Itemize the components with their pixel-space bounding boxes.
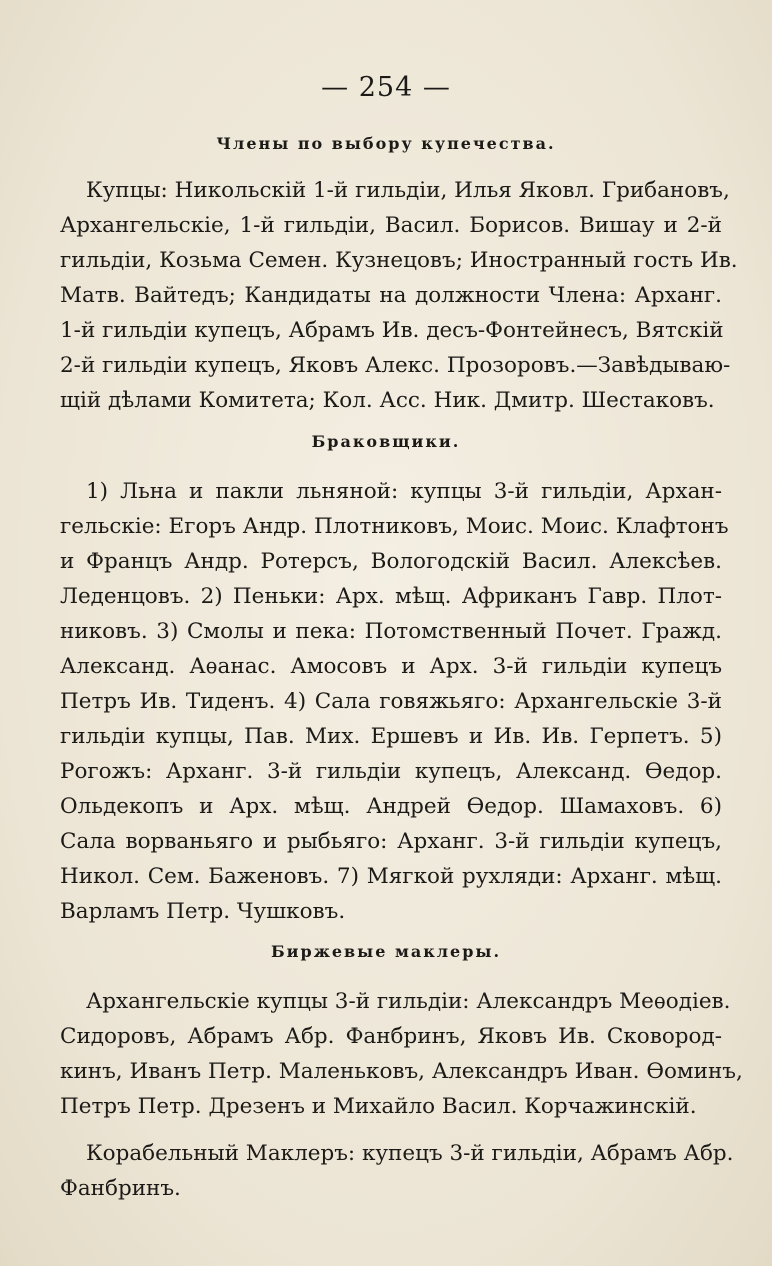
text-line: 1) Льна и пакли льняной: купцы 3-й гильдіи, Архан- — [86, 479, 722, 504]
text-line: Леденцовъ. 2) Пеньки: Арх. мѣщ. Африканъ Гавр. Плот- — [60, 584, 722, 609]
section-heading-brokers: Биржевые маклеры. — [270, 942, 502, 961]
text-line: Ольдекопъ и Арх. мѣщ. Андрей Ѳедор. Шамаховъ. 6) — [60, 794, 722, 819]
text-line: Никол. Сем. Баженовъ. 7) Мягкой рухляди: Арханг. мѣщ. — [60, 864, 722, 889]
page-number: — 254 — — [321, 72, 451, 103]
text-line: кинъ, Иванъ Петр. Маленьковъ, Александръ Иван. Ѳоминъ, — [60, 1059, 743, 1084]
section-heading-inspectors: Браковщики. — [311, 432, 461, 451]
text-line: щій дѣлами Комитета; Кол. Асс. Ник. Дмитр. Шестаковъ. — [60, 388, 715, 413]
text-line: Купцы: Никольскій 1-й гильдіи, Илья Яковл. Грибановъ, — [86, 178, 730, 203]
text-line: Архангельскіе купцы 3-й гильдіи: Александръ Меѳодіев. — [86, 989, 731, 1014]
text-line: Матв. Вайтедъ; Кандидаты на должности Члена: Арханг. — [60, 283, 722, 308]
text-line: Архангельскіе, 1-й гильдіи, Васил. Борисов. Вишау и 2-й — [60, 213, 722, 238]
text-line: гильдіи купцы, Пав. Мих. Ершевъ и Ив. Ив. Герпетъ. 5) — [60, 724, 722, 749]
text-line: гильдіи, Козьма Семен. Кузнецовъ; Иностранный гость Ив. — [60, 248, 738, 273]
text-line: Сидоровъ, Абрамъ Абр. Фанбринъ, Яковъ Ив. Сковород- — [60, 1024, 722, 1049]
text-line: Петръ Ив. Тиденъ. 4) Сала говяжьяго: Архангельскіе 3-й — [60, 689, 722, 714]
text-line: никовъ. 3) Смолы и пека: Потомственный Почет. Гражд. — [60, 619, 722, 644]
text-line: Петръ Петр. Дрезенъ и Михайло Васил. Корчажинскій. — [60, 1094, 697, 1119]
text-line: Корабельный Маклеръ: купецъ 3-й гильдіи, Абрамъ Абр. — [86, 1141, 734, 1166]
text-line: Рогожъ: Арханг. 3-й гильдіи купецъ, Александ. Ѳедор. — [60, 759, 722, 784]
text-line: гельскіе: Егоръ Андр. Плотниковъ, Моис. Моис. Клафтонъ — [60, 514, 729, 539]
text-line: Сала ворваньяго и рыбьяго: Арханг. 3-й гильдіи купецъ, — [60, 829, 722, 854]
text-line: Фанбринъ. — [60, 1176, 181, 1201]
text-line: Александ. Аѳанас. Амосовъ и Арх. 3-й гильдіи купецъ — [60, 654, 722, 679]
section-heading-members: Члены по выбору купечества. — [216, 134, 556, 153]
text-line: и Францъ Андр. Ротерсъ, Вологодскій Васил. Алексѣев. — [60, 549, 722, 574]
text-line: Варламъ Петр. Чушковъ. — [60, 899, 346, 924]
text-line: 1-й гильдіи купецъ, Абрамъ Ив. десъ-Фонтейнесъ, Вятскій — [60, 318, 724, 343]
text-line: 2-й гильдіи купецъ, Яковъ Алекс. Прозоровъ.—Завѣдываю- — [60, 353, 731, 378]
